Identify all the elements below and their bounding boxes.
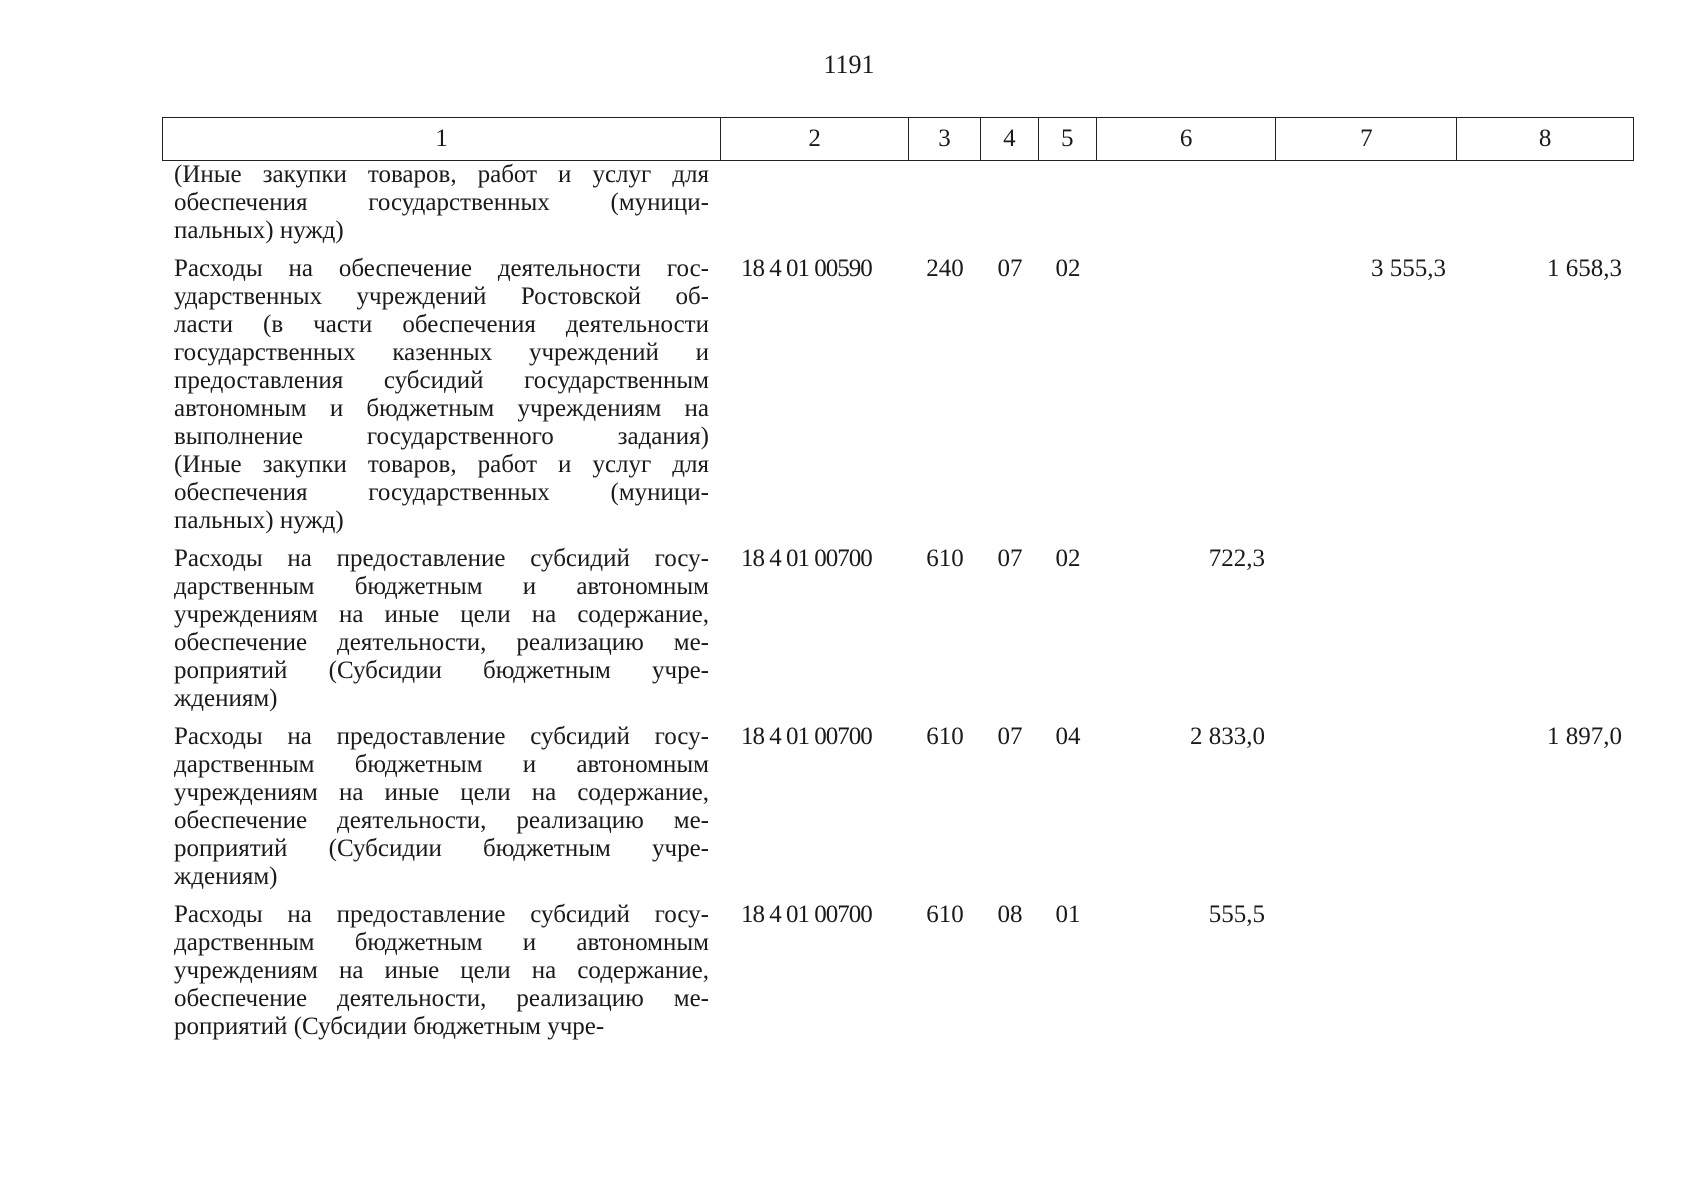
- table-row: [162, 161, 1634, 245]
- row-target-code: 18 4 01 00700: [741, 901, 872, 928]
- description-line: (Иные закупки товаров, работ и услуг для: [174, 161, 709, 188]
- budget-table: [162, 117, 1634, 1041]
- description-line: автономным и бюджетным учреждениям на: [174, 395, 709, 422]
- description-line: выполнение государственного задания): [174, 423, 709, 450]
- table-header-row: [162, 117, 1634, 161]
- row-subsection: 04: [1055, 723, 1081, 750]
- description-line: учреждениям на иные цели на содержание,: [174, 601, 709, 628]
- row-amount-col6: [1097, 161, 1277, 245]
- description-line: обеспечение деятельности, реализацию ме-: [174, 807, 709, 834]
- row-expense-type: 610: [926, 723, 964, 750]
- description-line: обеспечение деятельности, реализацию ме-: [174, 629, 709, 656]
- row-target-code: 18 4 01 00700: [741, 545, 872, 572]
- row-amount-col6: 722,3: [1208, 545, 1265, 572]
- header-cell-8: 8: [1538, 125, 1552, 152]
- description-line: ждениям): [174, 685, 278, 712]
- description-line: ждениям): [174, 863, 278, 890]
- row-amount-col7: [1277, 545, 1458, 713]
- description-line: обеспечения государственных (муници-: [174, 479, 709, 506]
- description-line: государственных казенных учреждений и: [174, 339, 709, 366]
- header-cell-1: 1: [163, 118, 721, 160]
- row-target-code: 18 4 01 00590: [741, 255, 872, 282]
- row-expense-type: 240: [926, 255, 964, 282]
- row-subsection: 02: [1055, 255, 1081, 282]
- description-line: дарственным бюджетным и автономным: [174, 751, 709, 778]
- row-description: [162, 545, 721, 713]
- row-subsection: 02: [1055, 545, 1081, 572]
- row-section: 07: [997, 545, 1023, 572]
- row-description: [162, 723, 721, 891]
- description-line: учреждениям на иные цели на содержание,: [174, 779, 709, 806]
- header-cell-5: 5: [1039, 118, 1097, 160]
- description-line: Расходы на обеспечение деятельности гос-: [174, 255, 709, 282]
- row-amount-col6: [1097, 255, 1277, 535]
- table-row: [162, 901, 1634, 1041]
- description-line: пальных) нужд): [174, 507, 344, 534]
- header-cell-6: 6: [1097, 118, 1277, 160]
- description-line: роприятий (Субсидии бюджетным учре-: [174, 657, 709, 684]
- row-amount-col7: [1277, 901, 1458, 1041]
- row-amount-col8: 1 658,3: [1547, 255, 1622, 282]
- header-cell-2: 2: [721, 118, 909, 160]
- row-amount-col7: 3 555,3: [1371, 255, 1446, 282]
- description-line: обеспечение деятельности, реализацию ме-: [174, 985, 709, 1012]
- description-line: (Иные закупки товаров, работ и услуг для: [174, 451, 709, 478]
- row-target-code: [721, 161, 909, 245]
- description-line: ударственных учреждений Ростовской об-: [174, 283, 709, 310]
- row-amount-col8: 1 897,0: [1547, 723, 1622, 750]
- row-amount-col8: [1458, 545, 1634, 713]
- row-description: [162, 161, 721, 245]
- row-subsection: [1039, 161, 1097, 245]
- description-line: пальных) нужд): [174, 217, 344, 244]
- row-amount-col6: 555,5: [1208, 901, 1265, 928]
- row-description: [162, 255, 721, 535]
- row-section: 08: [997, 901, 1023, 928]
- row-amount-col7: [1277, 161, 1458, 245]
- row-target-code: 18 4 01 00700: [741, 723, 872, 750]
- row-description: [162, 901, 721, 1041]
- description-line: дарственным бюджетным и автономным: [174, 929, 709, 956]
- description-line: Расходы на предоставление субсидий госу-: [174, 901, 709, 928]
- row-section: 07: [997, 723, 1023, 750]
- description-line: ласти (в части обеспечения деятельности: [174, 311, 709, 338]
- row-amount-col7: [1277, 723, 1458, 891]
- table-row: [162, 545, 1634, 713]
- table-body: [162, 161, 1634, 1041]
- table-row: [162, 255, 1634, 535]
- header-cell-7: 7: [1276, 118, 1457, 160]
- page-number: 1191: [823, 50, 875, 79]
- description-line: дарственным бюджетным и автономным: [174, 573, 709, 600]
- header-cell-4: 4: [981, 118, 1039, 160]
- row-section: 07: [997, 255, 1023, 282]
- description-line: учреждениям на иные цели на содержание,: [174, 957, 709, 984]
- description-line: роприятий (Субсидии бюджетным учре-: [174, 835, 709, 862]
- description-line: Расходы на предоставление субсидий госу-: [174, 545, 709, 572]
- row-section: [981, 161, 1039, 245]
- row-expense-type: [909, 161, 981, 245]
- description-line: Расходы на предоставление субсидий госу-: [174, 723, 709, 750]
- row-expense-type: 610: [926, 545, 964, 572]
- table-row: [162, 723, 1634, 891]
- row-amount-col8: [1458, 161, 1634, 245]
- row-expense-type: 610: [926, 901, 964, 928]
- row-subsection: 01: [1055, 901, 1081, 928]
- description-line: предоставления субсидий государственным: [174, 367, 709, 394]
- description-line: обеспечения государственных (муници-: [174, 189, 709, 216]
- description-line: роприятий (Субсидии бюджетным учре-: [174, 1013, 605, 1040]
- header-cell-3: 3: [909, 118, 981, 160]
- row-amount-col8: [1458, 901, 1634, 1041]
- row-amount-col6: 2 833,0: [1190, 723, 1265, 750]
